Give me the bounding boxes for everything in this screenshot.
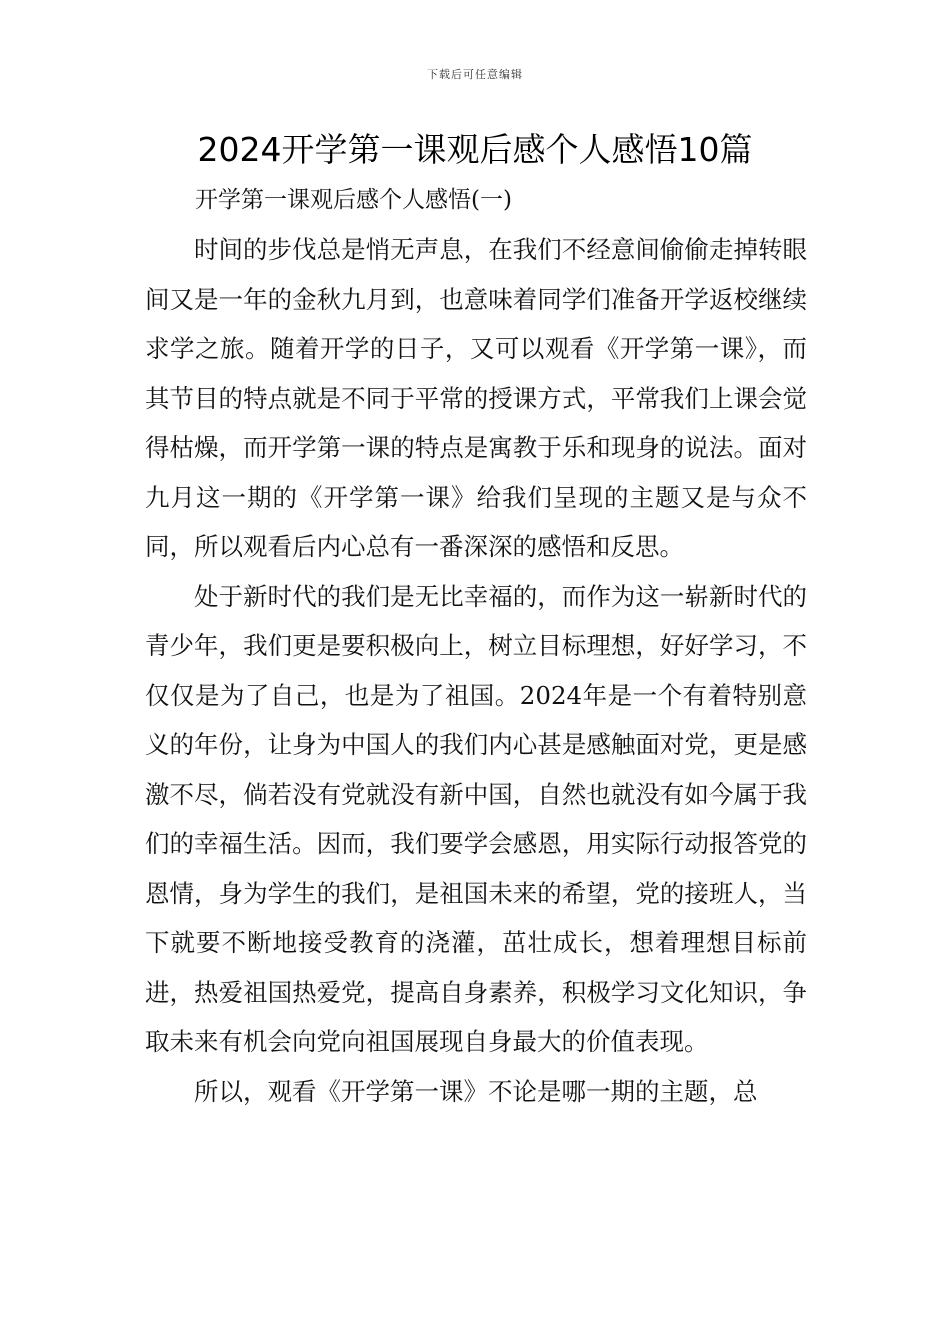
paragraph-2: 处于新时代的我们是无比幸福的，而作为这一崭新时代的青少年，我们更是要积极向上，树立目标理想，好好学习，不仅仅是为了自己，也是为了祖国。2024年是一个有着特别意义的年份，让身为中国人的我们内心甚是感触面对党，更是感激不尽，倘若没有党就没有新中国，自然也就没有如今属于我们的幸福生活。因而，我们要学会感恩，用实际行动报答党的恩情，身为学生的我们，是祖国未来的希望，党的接班人，当下就要不断地接受教育的浇灌，茁壮成长，想着理想目标前进，热爱祖国热爱党，提高自身素养，积极学习文化知识，争取未来有机会向党向祖国展现自身最大的价值表现。 [145,581,807,1056]
paragraph-3: 所以，观看《开学第一课》不论是哪一期的主题，总 [194,1076,758,1106]
paragraph-1: 时间的步伐总是悄无声息，在我们不经意间偷偷走掉转眼间又是一年的金秋九月到，也意味着同学们准备开学返校继续求学之旅。随着开学的日子，又可以观看《开学第一课》，而其节目的特点就是不同于平常的授课方式，平常我们上课会觉得枯燥，而开学第一课的特点是寓教于乐和现身的说法。面对九月这一期的《开学第一课》给我们呈现的主题又是与众不同，所以观看后内心总有一番深深的感悟和反思。 [145,235,807,561]
body-text [145,225,807,1116]
document-title: 2024开学第一课观后感个人感悟10篇 [197,130,753,169]
header-note: 下载后可任意编辑 [427,68,523,81]
section-subtitle: 开学第一课观后感个人感悟(一) [195,187,512,213]
